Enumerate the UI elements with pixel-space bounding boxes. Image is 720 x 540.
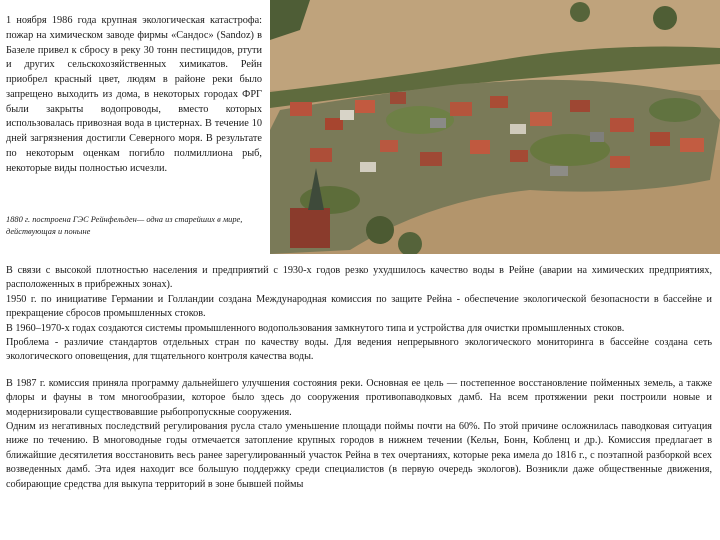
paragraph-1987: В 1987 г. комиссия приняла программу дальнейшего улучшения состояния реки. Основная ее цель — постепенное восстановление пойменных земель, а также флоры и фауны в том многообразии, которое было здесь до сооружения противопаводковых дамб. На всем протяжении реки построили новые и модернизировали существовавшие рыбопропускные сооружения. xyxy=(6,377,712,418)
flood-photo xyxy=(270,0,720,254)
story-column xyxy=(6,14,262,176)
paragraph-problem: Проблема - различие стандартов отдельных стран по качеству воды. Для ведения непрерывного экологического мониторинга в бассейне создана сеть экологического оповещения, для тщательного контроля качества воды. xyxy=(6,337,712,363)
sandoz-disaster-text: 1 ноября 1986 года крупная экологическая катастрофа: пожар на химическом заводе фирмы «Сандос» (Sandoz) в Базеле привел к сбросу в реку 30 тонн пестицидов, ртути и других сельскохозяйственных химикатов. Рейн приобрел красный цвет, людям в районе реки было запрещено выходить из дома, в некоторых городах ФРГ были закрыты водопроводы, вместо которых использовалась привозная вода в цистернах. В течение 10 дней загрязнения достигли Северного моря. В результате по некоторым оценкам погибло полмиллиона рыб, некоторые виды полностью исчезли. xyxy=(6,15,262,174)
hpp-caption: 1880 г. построена ГЭС Рейнфельден— одна из старейших в мире, действующая и поныне xyxy=(6,215,243,236)
paragraph-floodplain: Одним из негативных последствий регулирования русла стало уменьшение площади поймы почти на 60%. По этой причине осложнилась паводковая ситуация ниже по течению. В многоводные годы отмечается затопление крупных городов в нижнем течении (Кельн, Бонн, Кобленц и др.). Комиссия предлагает в ближайшие десятилетия восстановить весь ранее зарегулированный участок Рейна в тех очертаниях, которые река имела до 1816 г., с поэтапной разборкой всех возведенных дамб. Эта идея находит все большую поддержку среди специалистов (в первую очередь экологов). Возникли даже общественные движения, собирающие средства для выкупа территорий в зоне бывшей поймы xyxy=(6,421,712,490)
paragraph-spacer xyxy=(6,365,712,377)
paragraph-pollution: В связи с высокой плотностью населения и предприятий с 1930-х годов резко ухудшилось качество воды в Рейне (аварии на химических предприятиях, расположенных в прибрежных зонах). xyxy=(6,265,712,291)
flood-illustration xyxy=(270,0,720,254)
paragraph-1960-1970: В 1960–1970-х годах создаются системы промышленного водопользования замкнутого типа и устройства для очистки промышленных стоков. xyxy=(6,322,625,334)
article-body xyxy=(6,264,712,492)
paragraph-1950: 1950 г. по инициативе Германии и Голландии создана Международная комиссия по защите Рейна - обеспечение экологической безопасности в бассейне и прекращение сбросов промышленных стоков. xyxy=(6,293,712,320)
